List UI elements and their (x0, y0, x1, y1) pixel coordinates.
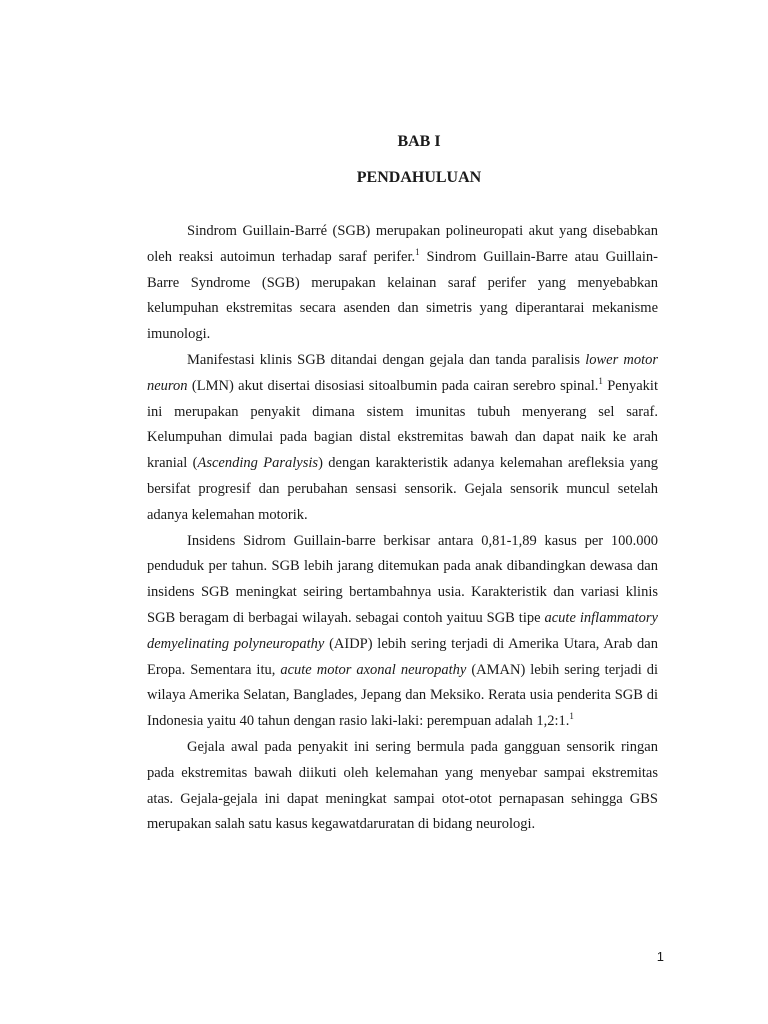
paragraph-3 (147, 529, 658, 735)
text-run: (AMAN) lebih sering terjadi di wilaya Amerika Selatan, Banglades, Jepang dan Meksiko. Rerata usia penderita SGB di Indonesia yaitu 40 tahun dengan rasio laki-laki: perempuan adalah 1,2:1. (147, 661, 658, 730)
text-run: Gejala awal pada penyakit ini sering bermula pada gangguan sensorik ringan pada ekstremitas bawah diikuti oleh kelemahan yang menyebar sampai ekstremitas atas. Gejala-gejala ini dapat meningkat sampai otot-otot pernapasan sehingga GBS merupakan salah satu kasus kegawatdaruratan di bidang neurologi. (147, 738, 658, 833)
text-run: (LMN) akut disertai disosiasi sitoalbumin pada cairan serebro spinal. (187, 377, 599, 394)
chapter-title: PENDAHULUAN (356, 169, 482, 186)
footnote-ref: 1 (598, 375, 603, 386)
chapter-label: BAB I (397, 133, 441, 150)
text-run: ) dengan karakteristik adanya kelemahan arefleksia yang bersifat progresif dan perubahan sensasi sensorik. Gejala sensorik muncul setelah adanya kelemahan motorik. (147, 455, 658, 523)
text-run: Insidens Sidrom Guillain-barre berkisar antara 0,81-1,89 kasus per 100.000 penduduk per tahun. SGB lebih jarang ditemukan pada anak dibandingkan dewasa dan insidens SGB meningkat seiring bertambahnya usia. Karakteristik dan variasi klinis SGB beragam di berbagai wilayah. sebagai contoh yaituu SGB tipe (147, 532, 658, 626)
page-number: 1 (656, 949, 664, 964)
italic-term: Ascending Paralysis (197, 455, 319, 472)
paragraph-1 (147, 219, 658, 348)
italic-term: acute inflammatory demyelinating polyneuropathy (147, 609, 658, 652)
footnote-ref: 1 (569, 711, 574, 722)
paragraph-4 (147, 735, 658, 838)
text-run: Penyakit ini merupakan penyakit dimana sistem imunitas tubuh menyerang sel saraf. Kelumpuhan dimulai pada bagian distal ekstremitas bawah dan dapat naik ke arah kranial ( (147, 377, 658, 472)
text-run: Sindrom Guillain-Barre atau Guillain-Barre Syndrome (SGB) merupakan kelainan saraf perifer yang menyebabkan kelumpuhan ekstremitas secara asenden dan simetris yang diperantarai mekanisme imunologi. (147, 248, 658, 343)
italic-term: acute motor axonal neuropathy (280, 661, 467, 678)
italic-term: lower motor neuron (147, 351, 659, 394)
text-run: Sindrom Guillain-Barré (SGB) merupakan polineuropati akut yang disebabkan oleh reaksi autoimun terhadap saraf perifer. (147, 223, 658, 265)
text-run: (AIDP) lebih sering terjadi di Amerika Utara, Arab dan Eropa. Sementara itu, (147, 635, 658, 678)
text-run: Manifestasi klinis SGB ditandai dengan gejala dan tanda paralisis (187, 351, 586, 368)
body-text (147, 219, 658, 838)
footnote-ref: 1 (415, 246, 420, 257)
paragraph-2 (147, 348, 658, 529)
